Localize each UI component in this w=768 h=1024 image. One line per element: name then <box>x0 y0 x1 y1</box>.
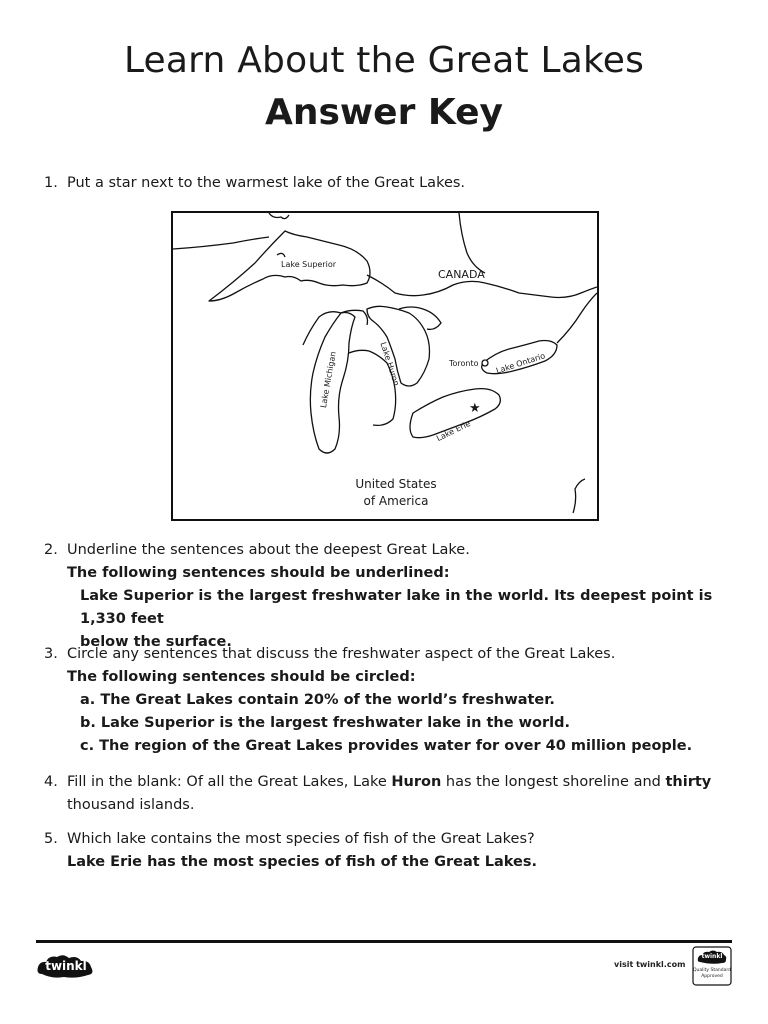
star-marker: ★ <box>469 401 481 416</box>
question-4 <box>44 771 734 817</box>
answer-line: below the surface. <box>80 634 232 650</box>
lake-michigan-shape <box>310 313 355 454</box>
lake-huron-shape <box>367 306 430 386</box>
page-title: Learn About the Great Lakes <box>123 40 645 81</box>
question-text: Which lake contains the most species of fish of the Great Lakes? <box>67 831 535 847</box>
question-text: Underline the sentences about the deepest Great Lake. <box>67 542 470 558</box>
label-usa-line2: of America <box>363 494 429 508</box>
question-number: 2. <box>44 542 58 558</box>
twinkl-logo[interactable] <box>36 952 96 982</box>
question-number: 5. <box>44 831 58 847</box>
map-top-fragment <box>269 213 289 219</box>
question-number: 1. <box>44 175 58 191</box>
question-text: thousand islands. <box>67 797 195 813</box>
quality-badge <box>692 946 732 986</box>
answer-line: b. Lake Superior is the largest freshwater lake in the world. <box>80 715 570 731</box>
badge-logo-text: twinkl <box>701 953 723 960</box>
label-lake-huron: Lake Huron <box>378 341 402 387</box>
great-lakes-map <box>171 211 599 521</box>
answer-line: c. The region of the Great Lakes provides water for over 40 million people. <box>80 738 693 754</box>
question-1 <box>44 172 734 195</box>
question-number: 3. <box>44 646 58 662</box>
blank-answer-2: thirty <box>665 774 712 790</box>
twinkl-logo-text: twinkl <box>45 959 87 973</box>
badge-line-1: Quality Standard <box>693 968 731 973</box>
toronto-marker <box>482 360 488 366</box>
question-text: Fill in the blank: Of all the Great Lakes, Lake <box>67 774 392 790</box>
border-line <box>173 237 269 249</box>
question-3 <box>44 643 734 758</box>
footer-divider <box>36 940 732 943</box>
answer-line: a. The Great Lakes contain 20% of the world’s freshwater. <box>80 692 555 708</box>
question-5 <box>44 828 734 874</box>
badge-line-2: Approved <box>701 974 723 979</box>
page-subtitle: Answer Key <box>264 92 504 133</box>
label-lake-superior: Lake Superior <box>281 260 337 269</box>
label-lake-michigan: Lake Michigan <box>319 350 338 409</box>
answer-intro: The following sentences should be circled: <box>67 669 416 685</box>
quality-badge-icon <box>692 946 732 986</box>
question-number: 4. <box>44 774 58 790</box>
label-lake-erie: Lake Erie <box>435 418 472 444</box>
label-canada: CANADA <box>438 268 485 281</box>
answer-line: Lake Superior is the largest freshwater lake in the world. Its deepest point is 1,330 feet <box>80 588 713 627</box>
answer-intro: The following sentences should be underlined: <box>67 565 450 581</box>
question-text: Circle any sentences that discuss the freshwater aspect of the Great Lakes. <box>67 646 616 662</box>
blank-answer-1: Huron <box>391 774 442 790</box>
visit-link[interactable]: visit twinkl.com <box>614 960 686 969</box>
question-2 <box>44 539 734 654</box>
label-lake-ontario: Lake Ontario <box>495 351 547 376</box>
question-text: has the longest shoreline and <box>441 774 666 790</box>
label-usa-line1: United States <box>355 477 437 491</box>
label-toronto: Toronto <box>449 359 479 368</box>
answer-line: Lake Erie has the most species of fish of the Great Lakes. <box>67 854 538 870</box>
question-text: Put a star next to the warmest lake of the Great Lakes. <box>67 175 466 191</box>
